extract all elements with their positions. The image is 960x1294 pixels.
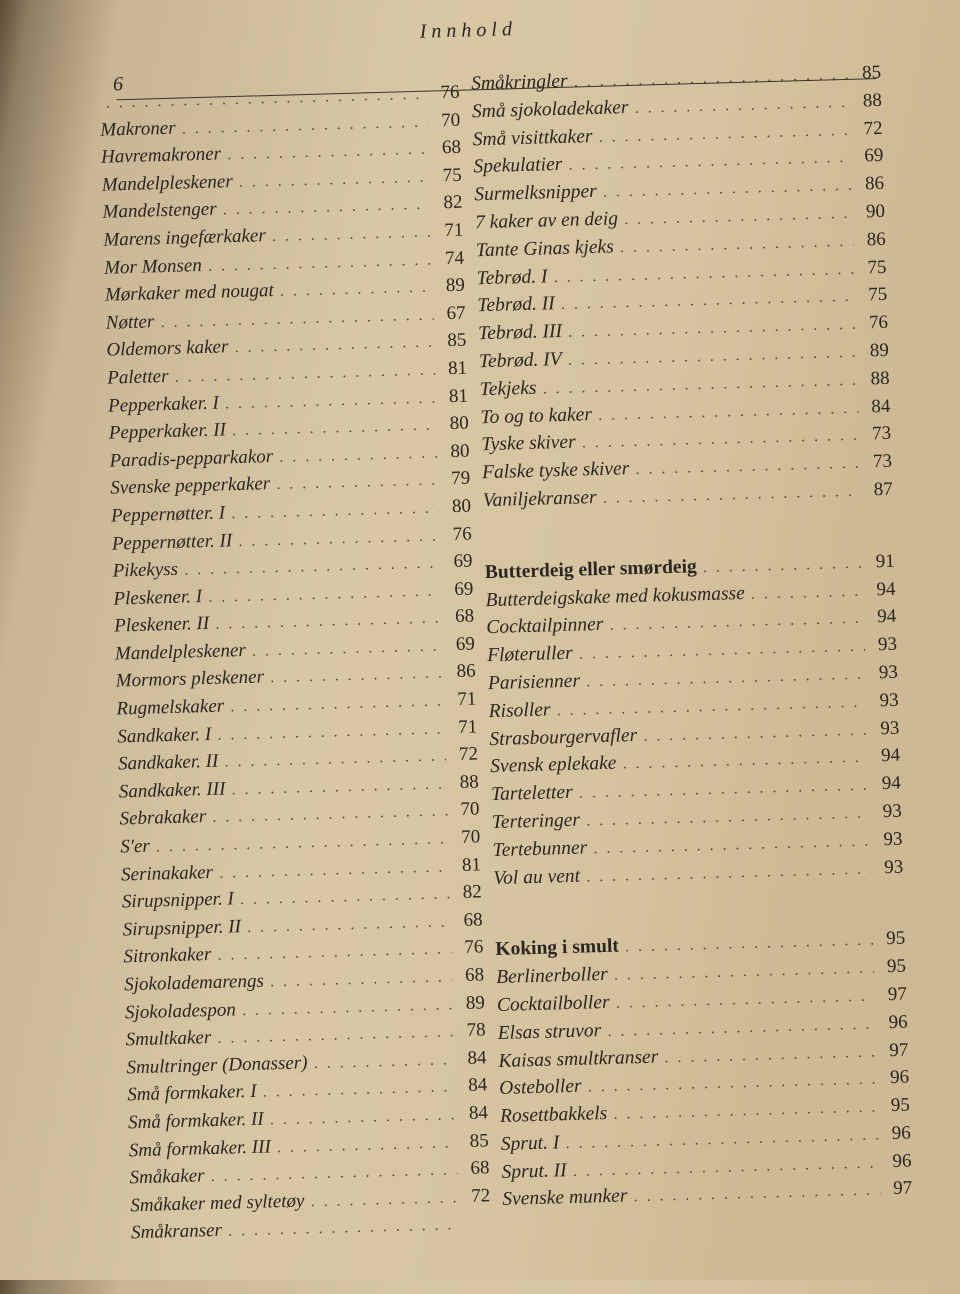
dot-leader [184,556,441,579]
running-head: Innhold [419,18,518,43]
entry-title: Mor Monsen [103,254,203,279]
entry-page-number: 87 [873,478,893,501]
dot-leader [568,317,857,341]
entry-title: Kaisas smultkranser [498,1046,659,1072]
entry-title: Cocktailboller [496,991,610,1016]
dot-leader [252,638,444,659]
dot-leader [633,1183,880,1206]
dot-leader [643,722,868,744]
dot-leader [217,1024,454,1047]
dot-leader [622,750,868,773]
entry-title: Svenske munker [502,1185,628,1211]
entry-title: Smultringer (Donasser) [126,1052,308,1079]
dot-leader [556,694,867,719]
dot-leader [572,1155,879,1180]
entry-title: Svensk eplekake [489,752,617,778]
entry-title: Tante Ginas kjeks [475,236,615,262]
entry-page-number: 70 [460,826,481,848]
dot-leader [586,861,872,885]
entry-page-number: 68 [464,964,485,986]
entry-title: Tarteletter [490,781,573,806]
entry-title: Spekulatier [473,154,563,178]
dot-leader [598,122,851,145]
entry-title: Små visittkaker [472,125,593,150]
entry-page-number: 76 [464,936,484,959]
entry-page-number: 86 [456,660,476,683]
section-heading-title: Butterdeig eller smørdeig [484,556,697,583]
entry-title: Mormors pleskener [115,666,265,693]
entry-page-number: 86 [864,173,885,195]
dot-leader [581,428,859,452]
dot-leader [573,67,849,91]
entry-page-number: 81 [448,385,469,407]
dot-leader [560,289,855,313]
entry-page-number: 89 [869,339,890,362]
dot-leader [586,805,870,829]
entry-title: Peppernøtter. II [111,529,233,555]
dot-leader [227,142,429,164]
entry-title: Småkaker med syltetøy [130,1190,305,1217]
entry-page-number: 68 [454,605,475,628]
dot-leader [181,114,428,137]
entry-title: Småkringler [470,70,568,95]
entry-page-number: 69 [454,578,474,600]
entry-page-number: 76 [440,81,460,104]
entry-page-number: 93 [878,661,899,684]
dot-leader [208,252,433,274]
dot-leader [635,456,860,478]
dot-leader [751,583,864,602]
entry-page-number: 89 [465,991,486,1014]
entry-title: Sandkaker. I [117,723,212,748]
entry-page-number: 67 [446,302,466,324]
entry-page-number: 76 [868,312,889,334]
dot-leader [602,178,852,201]
entry-page-number: 68 [463,909,483,931]
dot-leader [277,1135,457,1156]
entry-page-number: 96 [889,1066,910,1089]
entry-title: Paradis-pepparkakor [109,445,274,472]
page-number: 6 [112,73,124,96]
entry-page-number: 69 [455,633,476,655]
entry-page-number: 95 [890,1094,911,1117]
entry-title: Vol au vent [493,865,581,889]
dot-leader [210,1162,457,1185]
dot-leader [602,484,861,507]
entry-title: Falske tyske skiver [481,458,630,484]
dot-leader [625,933,874,956]
dot-leader [270,969,453,990]
entry-title: Parisienner [487,670,581,695]
entry-page-number: 70 [440,109,461,131]
dot-leader [215,611,442,633]
entry-page-number: 88 [870,367,890,390]
entry-title: Tebrød. IV [478,348,562,373]
dot-leader [598,400,859,423]
entry-page-number: 88 [459,771,479,793]
entry-page-number: 97 [887,983,908,1006]
entry-page-number: 70 [460,798,480,821]
dot-leader [703,555,863,575]
entry-page-number: 94 [881,772,902,795]
entry-title: Mørkaker med nougat [104,280,275,306]
dot-leader [579,639,866,663]
entry-page-number: 84 [467,1047,487,1069]
entry-title: Mandelpleskener [114,639,247,665]
dot-leader [586,667,866,691]
entry-page-number: 93 [883,856,904,878]
entry-title: Små formkaker. III [128,1135,272,1161]
entry-title: Mandelstenger [102,198,217,224]
entry-title: Tebrød. II [477,293,555,317]
dot-leader [224,749,446,771]
dot-leader [247,914,451,936]
entry-page-number: 94 [876,606,897,628]
entry-page-number: 78 [466,1019,486,1042]
entry-title: Sandkaker. II [117,750,219,775]
dot-leader [313,1052,454,1072]
entry-title: Sirupsnipper. I [121,888,235,913]
entry-title: Små formkaker. II [127,1108,264,1134]
entry-page-number: 75 [867,256,887,278]
entry-title: Sprut. I [500,1132,560,1155]
entry-title: Paletter [106,365,169,389]
dot-leader [565,1127,879,1152]
dot-leader [105,87,427,112]
entry-page-number: 71 [444,219,464,242]
entry-title: Tyske skiver [481,431,576,456]
entry-title: Strasbourgervafler [489,724,638,750]
dot-leader [160,307,434,331]
entry-title: Rugmelskaker [116,695,225,720]
dot-leader [578,778,869,802]
dot-leader [212,804,448,827]
dot-leader [208,583,442,606]
dot-leader [231,776,447,798]
entry-title: Serinakaker [120,861,214,886]
dot-leader [634,95,850,117]
entry-page-number: 84 [468,1102,489,1124]
entry-page-number: 71 [457,716,478,738]
entry-page-number: 74 [444,247,465,269]
dot-leader [269,1107,456,1128]
entry-page-number: 90 [865,200,886,223]
entry-page-number: 82 [462,881,483,904]
entry-title: Oldemors kaker [106,336,229,362]
entry-page-number: 93 [883,828,903,850]
dot-leader [174,362,435,385]
entry-page-number: 94 [880,744,901,767]
entry-title: Vaniljekranser [482,486,597,512]
entry-title: Mandelpleskener [101,170,233,196]
dot-leader [230,693,445,715]
entry-title: Cocktailpinner [486,614,604,639]
entry-page-number: 81 [447,357,468,380]
entry-page-number: 69 [453,550,473,573]
entry-title: Tebrød. III [477,321,563,345]
entry-page-number: 84 [871,395,891,417]
index-column-right [471,62,913,1217]
entry-title: Pepperkaker. I [107,392,220,417]
dot-leader [553,261,855,285]
entry-page-number: 79 [450,467,471,490]
entry-title: Pleskener. I [113,585,203,610]
entry-page-number: 94 [876,578,896,600]
entry-page-number: 72 [470,1185,491,1207]
dot-leader [222,197,430,219]
dot-leader [593,833,871,857]
dot-leader [238,169,430,190]
dot-leader [262,1080,455,1101]
dot-leader [276,473,439,494]
entry-page-number: 88 [862,89,883,112]
entry-title: Pikekyss [112,558,179,582]
entry-title: 7 kaker av en deig [474,208,619,234]
entry-title: Fløteruller [486,642,574,667]
entry-title: Terteringer [491,809,581,834]
entry-page-number: 95 [886,955,907,978]
index-column-left [99,82,491,1251]
entry-title: Sebrakaker [119,806,207,830]
entry-page-number: 93 [882,800,902,823]
dot-leader [280,280,434,300]
dot-leader [607,1016,876,1039]
entry-page-number: 72 [458,743,479,766]
entry-title: Tertebunner [492,837,588,861]
entry-page-number: 93 [877,633,898,656]
entry-page-number: 85 [861,61,882,84]
entry-page-number: 95 [885,927,906,950]
dot-leader [238,528,440,550]
entry-title: Smultkaker [125,1027,212,1051]
dot-leader [542,372,858,397]
dot-leader [242,997,454,1019]
entry-page-number: 91 [875,550,895,573]
entry-title: Makroner [100,117,176,141]
entry-title: Svenske pepperkaker [110,473,271,499]
dot-leader [272,225,432,245]
dot-leader [310,1190,458,1210]
dot-leader [567,345,857,369]
dot-leader [234,335,434,357]
dot-leader [624,206,853,228]
entry-title: Sitronkaker [123,944,212,968]
entry-title: Marens ingefærkaker [103,225,267,251]
entry-page-number: 73 [871,423,892,445]
entry-title: Tebrød. I [476,265,548,289]
entry-title: Sprut. II [501,1159,567,1183]
entry-title: Sirupsnipper. II [122,915,242,941]
dot-leader [587,1072,877,1096]
entry-title: Nøtter [105,311,155,334]
dot-leader [156,831,449,855]
dot-leader [232,418,437,440]
entry-page-number: 85 [447,329,467,352]
dot-leader [228,1218,460,1240]
entry-page-number: 81 [461,854,482,876]
dot-leader [664,1044,877,1066]
entry-page-number: 76 [452,523,473,545]
entry-title: Risoller [488,699,551,722]
entry-title: Pleskener. II [113,613,210,637]
dot-leader [279,445,438,465]
entry-title: Pepperkaker. II [108,419,227,444]
entry-page-number: 75 [867,284,888,306]
dot-leader [568,150,852,174]
entry-page-number: 69 [864,145,884,167]
entry-title: Små formkaker. I [127,1081,257,1106]
dot-leader [615,988,875,1011]
section-heading-title: Koking i smult [495,935,620,961]
entry-title: Havremakroner [100,143,222,168]
entry-page-number: 85 [469,1129,490,1152]
entry-title: Surmelksnipper [474,181,597,206]
entry-title: Butterdeigskake med kokusmasse [485,582,746,611]
dot-leader [614,961,875,984]
entry-title: Peppernøtter. I [110,502,226,527]
dot-leader [240,887,450,909]
dot-leader [219,859,450,881]
entry-title: Tekjeks [479,377,537,401]
dot-leader [609,611,864,634]
entry-page-number: 80 [451,495,472,517]
entry-title: Småkaker [129,1165,205,1189]
dot-leader [620,234,854,257]
entry-title: Sjokolademarengs [123,970,265,996]
entry-page-number: 82 [443,192,463,214]
entry-title: Osteboller [498,1075,582,1100]
entry-page-number: 96 [891,1122,911,1144]
entry-title: Småkranser [130,1220,223,1244]
entry-title: To og to kaker [480,403,593,428]
dot-leader [217,721,445,743]
entry-title: Elsas struvor [497,1019,602,1044]
entry-page-number: 97 [892,1177,913,1200]
entry-page-number: 86 [866,228,886,251]
entry-page-number: 80 [450,440,470,462]
entry-title: Berlinerboller [495,964,608,989]
entry-title: S'er [120,835,151,858]
dot-leader [270,666,444,687]
entry-page-number: 80 [449,412,469,435]
entry-title: Små sjokoladekaker [471,96,629,123]
entry-page-number: 75 [442,164,463,186]
dot-leader [217,942,451,965]
entry-page-number: 68 [470,1157,490,1179]
entry-title: Rosettbakkels [499,1103,608,1128]
entry-page-number: 71 [457,688,477,711]
entry-page-number: 73 [872,450,893,473]
dot-leader [613,1100,878,1123]
entry-page-number: 96 [888,1011,908,1033]
entry-page-number [465,1229,491,1230]
entry-page-number: 89 [445,274,466,297]
entry-title: Sandkaker. III [118,778,226,803]
entry-title: Sjokoladespon [124,998,237,1023]
entry-page-number: 68 [441,136,462,159]
dot-leader [231,500,439,522]
entry-page-number: 96 [892,1150,912,1172]
entry-page-number: 72 [863,117,883,140]
dot-leader [225,390,437,412]
entry-page-number: 84 [467,1074,488,1097]
entry-page-number: 97 [889,1039,909,1061]
entry-page-number: 93 [879,689,899,711]
entry-page-number: 93 [880,717,900,739]
